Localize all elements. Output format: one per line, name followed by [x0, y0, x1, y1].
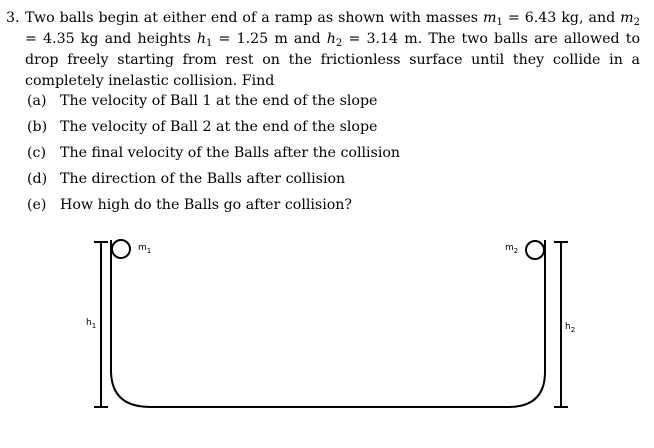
m2-subscript: 2 [633, 17, 640, 28]
ball-2 [526, 241, 544, 259]
part-label: (e) [27, 197, 47, 213]
h2-value: = 3.14 m. [342, 31, 423, 47]
h1-value: = 1.25 m and [212, 31, 327, 47]
part-label: (c) [27, 145, 47, 161]
part-text: The direction of the Balls after collision [60, 171, 346, 187]
height1-label-sub: 1 [91, 322, 97, 330]
part-text: The final velocity of the Balls after the collision [60, 145, 401, 161]
problem-number: 3. [6, 10, 20, 26]
ramp-track [111, 240, 545, 407]
height2-label-sub: 2 [570, 326, 576, 334]
ball1-label: $m_1$ [138, 243, 152, 255]
h2-subscript: 2 [335, 38, 343, 49]
part-text: How high do the Balls go after collision? [60, 197, 353, 213]
part-label: (a) [27, 93, 47, 109]
intro-text: Two balls begin at either end of a ramp as shown with masses [25, 10, 479, 26]
part-text: The velocity of Ball 1 at the end of the slope [60, 93, 378, 109]
h1-symbol: h [196, 31, 207, 47]
h1-subscript: 1 [206, 38, 213, 49]
ball2-label-sub: 2 [513, 247, 519, 255]
rest-text: The two balls are allowed to drop freely starting from rest on the frictionless surface until they collide in a completely inelastic collision. Find [25, 31, 640, 89]
part-text: The velocity of Ball 2 at the end of the slope [60, 119, 378, 135]
m1-symbol: m [483, 10, 497, 26]
part-label: (b) [27, 119, 48, 135]
m2-symbol: m [620, 10, 634, 26]
part-label: (d) [27, 171, 48, 187]
h2-symbol: h [326, 31, 336, 47]
m1-value: = 6.43 kg, and [502, 10, 621, 26]
m2-value: = 4.35 kg and heights [25, 31, 197, 47]
ball-1 [112, 240, 130, 258]
ball2-label: $m_2$ [505, 243, 519, 255]
ball1-label-sub: 1 [146, 247, 152, 255]
height2-label: $h_2$ [565, 322, 576, 334]
m1-subscript: 1 [496, 17, 503, 28]
height1-label: $h_1$ [86, 318, 97, 330]
